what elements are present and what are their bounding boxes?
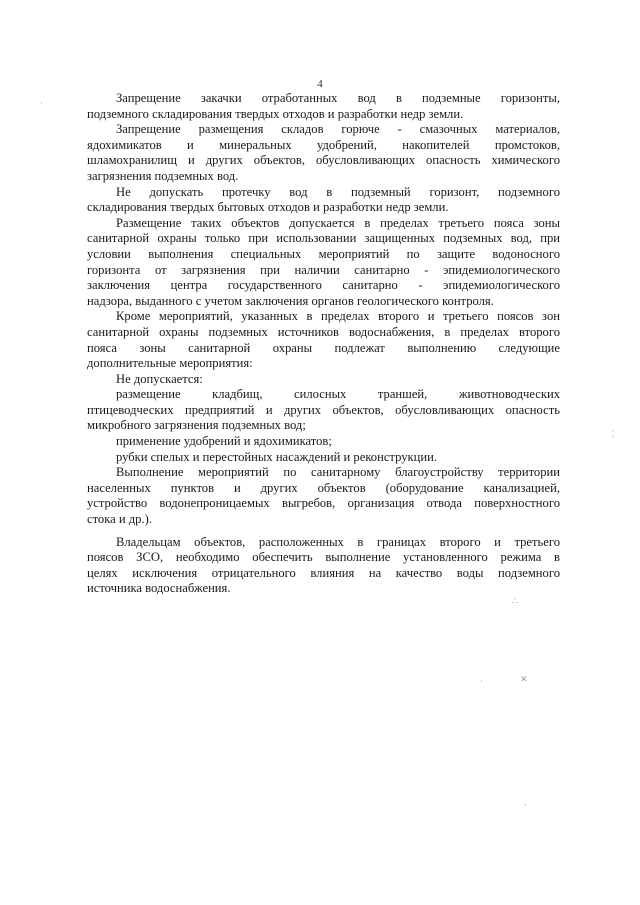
text-line: условии выполнения специальных мероприятий по защите водоносного: [87, 246, 560, 261]
text-line: санитарной охраны только при использовании защищенных подземных вод, при: [87, 231, 560, 246]
text-line: Не допускать протечку вод в подземный горизонт, подземного: [116, 184, 560, 199]
paragraph-10: [87, 465, 560, 527]
text-line: пояса зоны санитарной охраны подлежат выполнению следующие: [87, 340, 560, 355]
scan-speck: ¦: [612, 428, 614, 438]
text-line: населенных пунктов и других объектов (оборудование канализацией,: [87, 480, 560, 495]
paragraph-7: [87, 387, 560, 434]
paragraph-1: [87, 91, 560, 122]
text-line: Запрещение закачки отработанных вод в подземные горизонты,: [116, 91, 560, 105]
text-line: горизонта от загрязнения при наличии санитарно - эпидемиологического: [87, 262, 560, 277]
text-line: складирования твердых бытовых отходов и разработки недр земли.: [87, 200, 449, 215]
text-line: ядохимикатов и минеральных удобрений, накопителей промстоков,: [87, 137, 560, 152]
text-line: шламохранилищ и других объектов, обусловливающих опасность химического: [87, 153, 560, 168]
text-line: Выполнение мероприятий по санитарному благоустройству территории: [116, 465, 560, 480]
paragraph-9: [116, 450, 560, 466]
text-line: Не допускается:: [116, 371, 203, 386]
text-line: рубки спелых и перестойных насаждений и реконструкции.: [116, 449, 437, 464]
text-line: Кроме мероприятий, указанных в пределах второго и третьего поясов зон: [116, 309, 560, 324]
text-line: стока и др.).: [87, 512, 152, 527]
document-body: [87, 91, 560, 597]
text-line: устройство водонепроницаемых выгребов, организация отвода поверхностного: [87, 496, 560, 511]
paragraph-gap: [116, 528, 560, 535]
text-line: Размещение таких объектов допускается в пределах третьего пояса зоны: [116, 215, 560, 230]
paragraph-11: [87, 534, 560, 597]
text-line: птицеводческих предприятий и других объектов, обусловливающих опасность: [87, 402, 560, 417]
text-line: загрязнения подземных вод.: [87, 168, 239, 183]
text-line: Запрещение размещения складов горюче - смазочных материалов,: [116, 122, 560, 137]
scan-speck: ·: [40, 98, 43, 108]
scan-speck: ∴: [512, 596, 518, 606]
text-line: размещение кладбищ, силосных траншей, животноводческих: [116, 387, 560, 402]
text-line: микробного загрязнения подземных вод;: [87, 418, 306, 433]
text-line: поясов ЗСО, необходимо обеспечить выполнение установленного режима в: [87, 550, 560, 565]
scan-speck: ✕: [520, 674, 528, 684]
text-line: дополнительные мероприятия:: [87, 356, 253, 371]
paragraph-4: [87, 215, 560, 310]
scan-speck: ·: [524, 800, 527, 810]
page-number: 4: [317, 78, 323, 90]
paragraph-8: [116, 434, 560, 450]
paragraph-3: [87, 184, 560, 216]
scan-speck: ·: [480, 676, 483, 686]
text-line: надзора, выданного с учетом заключения органов геологического контроля.: [87, 293, 494, 308]
paragraph-5: [87, 309, 560, 371]
text-line: источника водоснабжения.: [87, 581, 231, 596]
text-line: целях исключения отрицательного влияния на качество воды подземного: [87, 565, 560, 580]
paragraph-6: [116, 372, 560, 388]
paragraph-2: [87, 122, 560, 184]
text-line: заключения центра государственного санитарно - эпидемиологического: [87, 278, 560, 293]
text-line: Владельцам объектов, расположенных в границах второго и третьего: [116, 534, 560, 549]
text-line: санитарной охраны подземных источников водоснабжения, в пределах второго: [87, 324, 560, 339]
text-line: подземного складирования твердых отходов и разработки недр земли.: [87, 106, 464, 121]
text-line: применение удобрений и ядохимикатов;: [116, 434, 332, 449]
